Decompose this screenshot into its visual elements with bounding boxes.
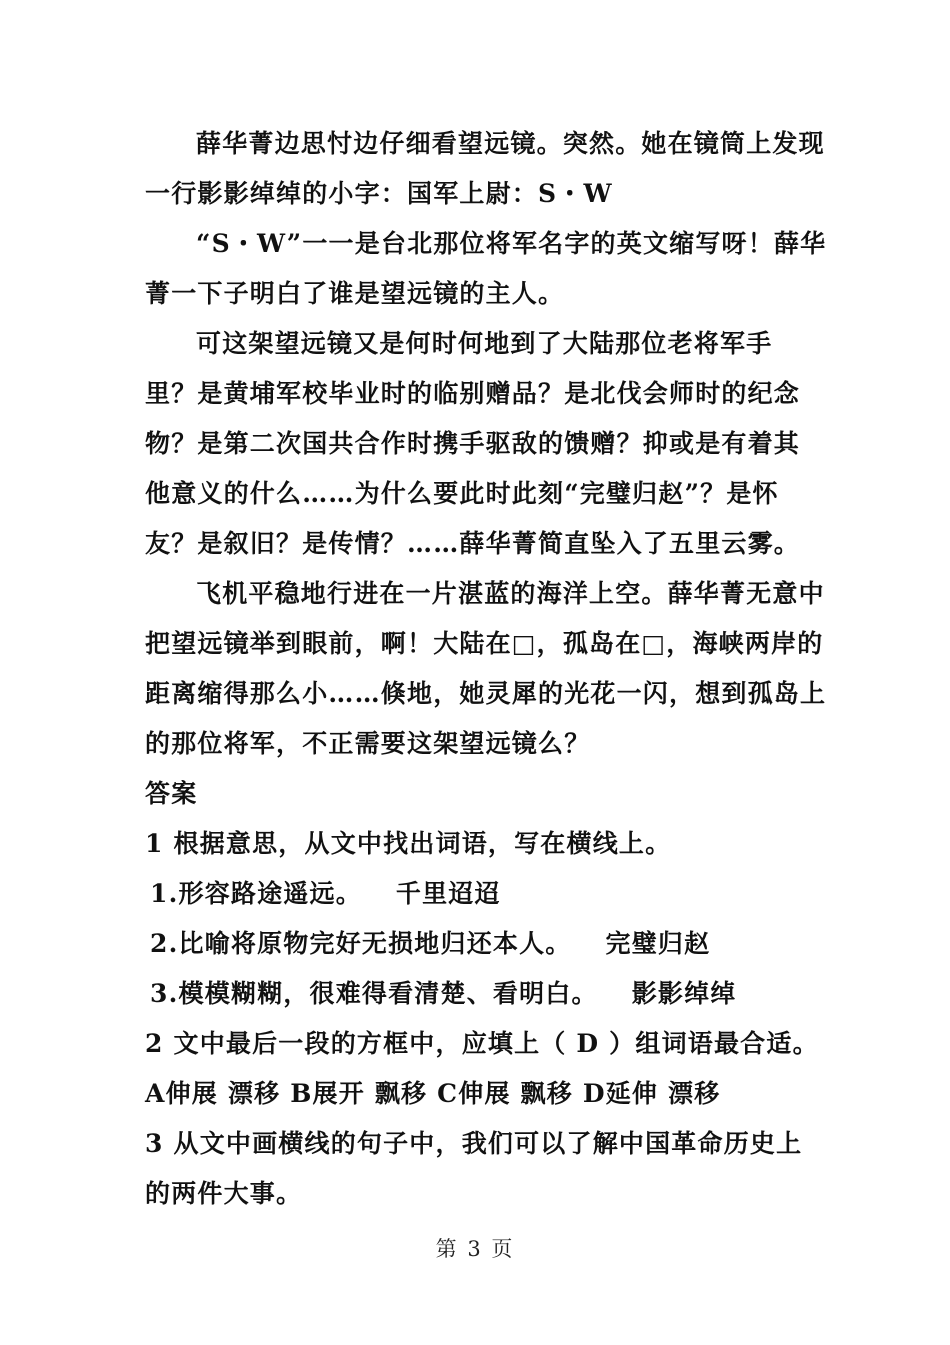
passage-line-4: 菁一下子明白了谁是望远镜的主人。 xyxy=(145,279,565,308)
passage-line-8: 他意义的什么……为什么要此时此刻“完璧归赵”？是怀 xyxy=(145,479,779,508)
item-3-text: 3.模模糊糊，很难得看清楚、看明白。 xyxy=(150,979,598,1008)
passage-line-6: 里？是黄埔军校毕业时的临别赠品？是北伐会师时的纪念 xyxy=(145,379,801,408)
question-3-prompt-line-2: 的两件大事。 xyxy=(145,1179,303,1208)
item-2-text: 2.比喻将原物完好无损地归还本人。 xyxy=(150,929,572,958)
passage-line-9: 友？是叙旧？是传情？……薛华菁简直坠入了五里云雾。 xyxy=(145,529,801,558)
item-1-text: 1.形容路途遥远。 xyxy=(150,879,362,908)
passage-line-12: 距离缩得那么小……倏地，她灵犀的光花一闪，想到孤岛上 xyxy=(145,679,827,708)
passage-line-2: 一行影影绰绰的小字：国军上尉：S・W xyxy=(145,179,613,208)
item-3-answer: 影影绰绰 xyxy=(631,979,737,1008)
passage-line-1: 薛华菁边思忖边仔细看望远镜。突然。她在镜筒上发现 xyxy=(196,129,825,158)
item-2-answer: 完璧归赵 xyxy=(605,929,711,958)
page-number: 第 3 页 xyxy=(435,1237,515,1261)
answers-heading: 答案 xyxy=(145,779,198,808)
passage-line-13: 的那位将军，不正需要这架望远镜么？ xyxy=(145,729,591,758)
passage-line-10: 飞机平稳地行进在一片湛蓝的海洋上空。薛华菁无意中 xyxy=(196,579,825,608)
passage-line-7: 物？是第二次国共合作时携手驱敌的馈赠？抑或是有着其 xyxy=(145,429,801,458)
question-1-prompt: 1 根据意思，从文中找出词语，写在横线上。 xyxy=(145,829,672,858)
passage-line-5: 可这架望远镜又是何时何地到了大陆那位老将军手 xyxy=(196,329,773,358)
item-1-answer: 千里迢迢 xyxy=(395,879,501,908)
question-2-options: A伸展 漂移 B展开 飘移 C伸展 飘移 D延伸 漂移 xyxy=(145,1079,721,1108)
passage-line-3: “S・W”一一是台北那位将军名字的英文缩写呀！薛华 xyxy=(196,229,827,258)
question-1-item-2 xyxy=(150,927,710,961)
question-1-item-1 xyxy=(150,877,501,911)
question-1-item-3 xyxy=(150,977,737,1011)
question-3-prompt-line-1: 3 从文中画横线的句子中，我们可以了解中国革命历史上 xyxy=(145,1129,803,1158)
question-2-prompt: 2 文中最后一段的方框中，应填上（ D ）组词语最合适。 xyxy=(145,1029,819,1058)
passage-line-11: 把望远镜举到眼前，啊！大陆在□，孤岛在□，海峡两岸的 xyxy=(145,629,824,658)
